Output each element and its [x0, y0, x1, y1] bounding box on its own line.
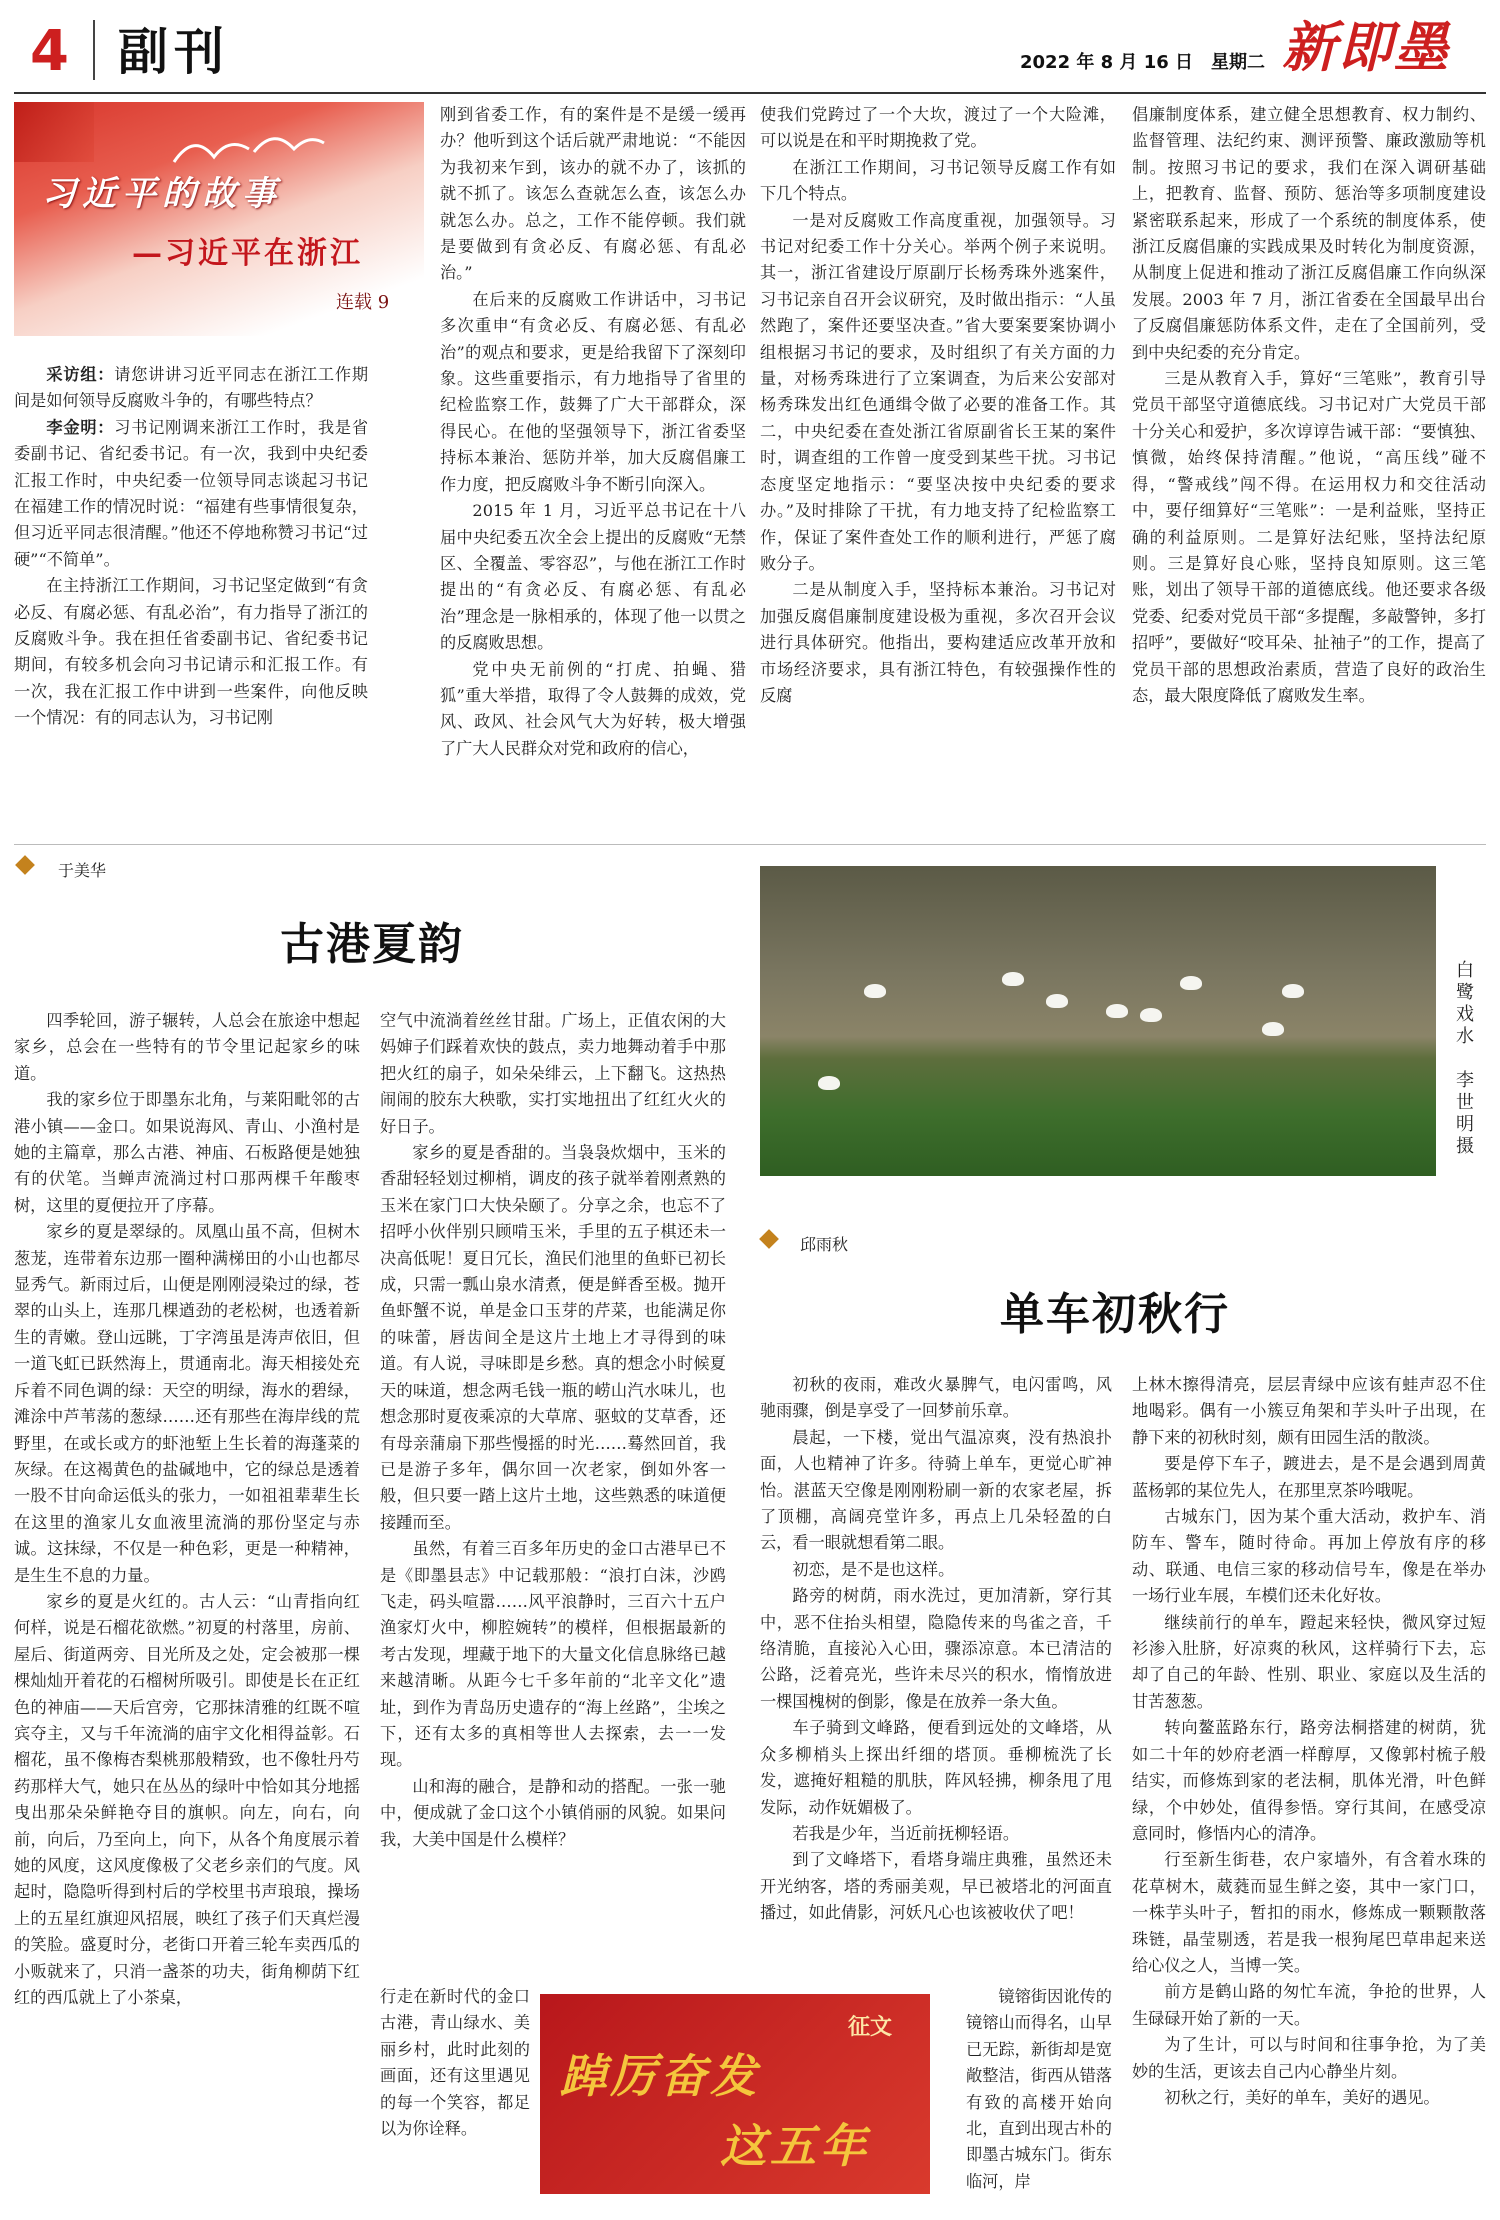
- paragraph: 前方是鹤山路的匆忙车流，争抢的世界，人生碌碌开始了新的一天。: [1132, 1982, 1486, 2028]
- paragraph: 一是对反腐败工作高度重视，加强领导。习书记对纪委工作十分关心。举两个例子来说明。其一，浙江省建设厅原副厅长杨秀珠外逃案件，习书记亲自召开会议研究，及时做出指示：“人虽然跑了，案件还要坚决查。”省大要案要案协调小组根据习书记的要求，及时组织了有关方面的力量，对杨秀珠进行了立案调查，为后来公安部对杨秀珠发出红色通缉令做了必要的准备工作。其二，中央纪委在查处浙江省原副省长王某的案件时，调查组的工作曾一度受到某些干扰。习书记态度坚定地指示：“要坚决按中央纪委的要求办。”及时排除了干扰，有力地支持了纪检监察工作，保证了案件查处工作的顺利进行，严惩了腐败分子。: [760, 210, 1116, 573]
- paragraph: 若我是少年，当近前抚柳轻语。: [792, 1823, 1020, 1843]
- paragraph: 初秋之行，美好的单车，美好的遇见。: [1164, 2087, 1440, 2107]
- paragraph: 四季轮回，游子辗转，人总会在旅途中想起家乡，总会在一些特有的节令里记起家乡的味道。: [14, 1011, 360, 1083]
- paragraph: 为了生计，可以与时间和往事争抢，为了美妙的生活，更该去自己内心静坐片刻。: [1132, 2035, 1486, 2081]
- article1-column-2: [380, 1008, 726, 1984]
- author-marker-icon: [15, 855, 35, 875]
- egret-icon: [1282, 984, 1304, 998]
- egret-icon: [1262, 1022, 1284, 1036]
- egret-icon: [1180, 976, 1202, 990]
- feature-column-3: [760, 102, 1116, 814]
- photo-caption: 白鹭戏水 李世明 摄: [1456, 960, 1492, 1157]
- banner-subtitle: —习近平在浙江: [132, 236, 363, 271]
- article2-author: 邱雨秋: [800, 1235, 849, 1254]
- paragraph: 三是从教育入手，算好“三笔账”，教育引导党员干部坚守道德底线。习书记对广大党员干部十分关心和爱护，多次谆谆告诫干部：“要慎独、慎微，始终保持清醒。”他说，“高压线”碰不得，“警戒线”闯不得。在运用权力和交往活动中，要仔细算好“三笔账”：一是利益账，坚持正确的利益原则。二是算好法纪账，坚持法纪原则。三是算好良心账，坚持良知原则。这三笔账，划出了领导干部的道德底线。他还要求各级党委、纪委对党员干部“多提醒，多敲警钟，多打招呼”，要做好“咬耳朵、扯袖子”的工作，提高了党员干部的思想政治素质，营造了良好的政治生态，最大限度降低了腐败发生率。: [1132, 369, 1486, 705]
- paragraph: 继续前行的单车，蹬起来轻快，微风穿过短衫渗入肚脐，好凉爽的秋风，这样骑行下去，忘却了自己的年龄、性别、职业、家庭以及生活的甘苦葱葱。: [1132, 1612, 1486, 1711]
- article2-column-1b: [966, 1984, 1112, 2204]
- essay-label: 征文: [848, 2014, 893, 2040]
- series-label: 连载 9: [336, 292, 390, 313]
- paragraph: 转向鳌蓝路东行，路旁法桐搭建的树荫，犹如二十年的妙府老酒一样醇厚，又像郭村梳子般结实，而修炼到家的老法桐，肌体光滑，叶色鲜绿，个中妙处，值得参悟。穿行其间，在感受凉意同时，修悟内心的清净。: [1132, 1718, 1486, 1843]
- section-title: 副刊: [118, 23, 230, 81]
- paragraph: 使我们党跨过了一个大坎，渡过了一个大险滩，可以说是在和平时期挽救了党。: [760, 105, 1116, 151]
- paragraph: 晨起，一下楼，觉出气温凉爽，没有热浪扑面，人也精神了许多。待骑上单车，更觉心旷神怡。湛蓝天空像是刚刚粉刷一新的农家老屋，拆了顶棚，高阔亮堂许多，再点上几朵轻盈的白云，看一眼就想看第二眼。: [760, 1427, 1112, 1553]
- feature-column-2: [440, 102, 746, 814]
- paragraph: 车子骑到文峰路，便看到远处的文峰塔，从众多柳梢头上探出纤细的塔顶。垂柳梳洗了长发，遮掩好粗糙的肌肤，阵风轻拂，柳条甩了甩发际，动作妩媚极了。: [760, 1718, 1112, 1817]
- paragraph: 在浙江工作期间，习书记领导反腐工作有如下几个特点。: [760, 157, 1116, 204]
- paragraph: 在后来的反腐败工作讲话中，习书记多次重申“有贪必反、有腐必惩、有乱必治”的观点和要求，更是给我留下了深刻印象。这些重要指示，有力地指导了省里的纪检监察工作，鼓舞了广大干部群众，深得民心。在他的坚强领导下，浙江省委坚持标本兼治、惩防并举，加大反腐倡廉工作力度，把反腐败斗争不断引向深入。: [440, 289, 746, 494]
- article2-title: 单车初秋行: [1000, 1289, 1230, 1340]
- feature-column-4: [1132, 102, 1486, 814]
- paragraph: 山和海的融合，是静和动的搭配。一张一驰中，便成就了金口这个小镇俏丽的风貌。如果问我，大美中国是什么模样？: [380, 1776, 726, 1849]
- paragraph: 刚到省委工作，有的案件是不是缓一缓再办？他听到这个话后就严肃地说：“不能因为我初来乍到，该办的就不办了，该抓的就不抓了。该怎么查就怎么查，该怎么办就怎么办。总之，工作不能停顿。我们就是要做到有贪必反、有腐必惩、有乱必治。”: [440, 105, 746, 283]
- paragraph: 二是从制度入手，坚持标本兼治。习书记对加强反腐倡廉制度建设极为重视，多次召开会议进行具体研究。他指出，要构建适应改革开放和市场经济要求，具有浙江特色，有较强操作性的反腐: [760, 580, 1116, 705]
- egret-icon: [1046, 994, 1068, 1008]
- paragraph: 家乡的夏是香甜的。当袅袅炊烟中，玉米的香甜轻轻划过柳梢，调皮的孩子就举着刚煮熟的玉米在家门口大快朵颐了。分享之余，也忘不了招呼小伙伴别只顾啃玉米，手里的五子棋还未一决高低呢！夏日冗长，渔民们池里的鱼虾已初长成，只需一瓢山泉水清煮，便是鲜香至极。抛开鱼虾蟹不说，单是金口玉芽的芹菜，也能满足你的味蕾，唇齿间全是这片土地上才寻得到的味道。有人说，寻味即是乡愁。真的想念小时候夏天的味道，想念两毛钱一瓶的崂山汽水味儿，也想念那时夏夜乘凉的大草席、驱蚊的艾草香，还有母亲蒲扇下那些慢摇的时光……蓦然回首，我已是游子多年，偶尔回一次老家，倒如外客一般，但只要一踏上这片土地，这些熟悉的味道便接踵而至。: [380, 1143, 726, 1532]
- article1-column-3: [380, 1984, 530, 2204]
- paragraph: 倡廉制度体系，建立健全思想教育、权力制约、监督管理、法纪约束、测评预警、廉政激励等机制。按照习书记的要求，我们在深入调研基础上，把教育、监督、预防、惩治等多项制度建设紧密联系起来，形成了一个系统的制度体系，使浙江反腐倡廉的实践成果及时转化为制度资源，从制度上促进和推动了浙江反腐倡廉工作向纵深发展。2003 年 7 月，浙江省委在全国最早出台了反腐倡廉惩防体系文件，走在了全国前列，受到中央纪委的充分肯定。: [1132, 105, 1486, 362]
- article1-title: 古港夏韵: [280, 919, 464, 970]
- flag-graphic: [14, 102, 94, 162]
- egret-icon: [1106, 1004, 1128, 1018]
- feature-column-1: [14, 362, 368, 812]
- paragraph: 空气中流淌着丝丝甘甜。广场上，正值农闲的大妈婶子们踩着欢快的鼓点，卖力地舞动着手中那把火红的扇子，如朵朵绯云，上下翻飞。这热热闹闹的胶东大秧歌，实打实地扭出了红红火火的好日子。: [380, 1011, 726, 1136]
- banner-title: 习近平的故事: [42, 174, 282, 214]
- feature-banner: [14, 102, 424, 336]
- paragraph: 我的家乡位于即墨东北角，与莱阳毗邻的古港小镇——金口。如果说海风、青山、小渔村是她的主篇章，那么古港、神庙、石板路便是她独有的伏笔。当蝉声流淌过村口那两棵千年酸枣树，这里的夏便拉开了序幕。: [14, 1090, 360, 1215]
- header-divider: [93, 20, 95, 80]
- egret-icon: [1140, 1008, 1162, 1022]
- author-marker-icon: [759, 1229, 779, 1249]
- paragraph: 李金明：习书记刚调来浙江工作时，我是省委副书记、省纪委书记。有一次，我到中央纪委汇报工作时，中央纪委一位领导同志谈起习书记在福建工作的情况时说：“福建有些事情很复杂，但习近平同志很清醒。”他还不停地称赞习书记“过硬”“不简单”。: [14, 417, 368, 569]
- paragraph: 家乡的夏是火红的。古人云：“山青指向红何样，说是石榴花欲燃。”初夏的村落里，房前、屋后、街道两旁、目光所及之处，定会被那一棵棵灿灿开着花的石榴树所吸引。即使是长在正红色的神庙——天后宫旁，它那抹清雅的红既不喧宾夺主，又与千年流淌的庙宇文化相得益彰。石榴花，虽不像梅杏梨桃那般精致，也不像牡丹芍药那样大气，她只在丛丛的绿叶中恰如其分地摇曳出那朵朵鲜艳夺目的旗帜。向左，向右，向前，向后，乃至向上，向下，从各个角度展示着她的风度，这风度像极了父老乡亲们的气度。风起时，隐隐听得到村后的学校里书声琅琅，操场上的五星红旗迎风招展，映红了孩子们天真烂漫的笑脸。盛夏时分，老街口开着三轮车卖西瓜的小贩就来了，只消一盏茶的功夫，街角柳荫下红红的西瓜就上了小茶桌，: [14, 1591, 360, 2008]
- paragraph: 到了文峰塔下，看塔身端庄典雅，虽然还未开光纳客，塔的秀丽美观，早已被塔北的河面直播过，如此倩影，河妖凡心也该被收伏了吧！: [760, 1850, 1112, 1923]
- article1-column-1: [14, 1008, 360, 2204]
- paragraph: 行走在新时代的金口古港，青山绿水、美丽乡村，此时此刻的画面，还有这里遇见的每一个笑容，都足以为你诠释。: [380, 1987, 530, 2139]
- article2-column-2: [1132, 1372, 1486, 2204]
- article2-column-1: [760, 1372, 1112, 1982]
- egret-icon: [864, 984, 886, 998]
- paragraph: 镜镕街因讹传的镜镕山而得名，山早已无踪，新街却是宽敞整洁，街西从错落有致的高楼开始向北，直到出现古朴的即墨古城东门。街东临河，岸: [966, 1987, 1112, 2191]
- essay-slogan-line2: 这五年: [720, 2119, 870, 2173]
- paragraph: 行至新生街巷，农户家墙外，有含着水珠的花草树木，葳蕤而显生鲜之姿，其中一家门口，一株芋头叶子，暂扣的雨水，修炼成一颗颗散落珠链，晶莹剔透，若是我一根狗尾巴草串起来送给心仪之人，当博一笑。: [1132, 1850, 1486, 1975]
- paragraph: 初秋的夜雨，难改火暴脾气，电闪雷鸣，风驰雨骤，倒是享受了一回梦前乐章。: [760, 1375, 1112, 1421]
- paragraph: 要是停下车子，踱进去，是不是会遇到周黄蓝杨郭的某位先人，在那里烹茶吟哦呢。: [1132, 1454, 1486, 1500]
- header-rule: [14, 92, 1486, 94]
- paragraph: 路旁的树荫，雨水洗过，更加清新，穿行其中，恶不住抬头相望，隐隐传来的鸟雀之音，千络清脆，直接沁入心田，骤添凉意。本已清洁的公路，泛着亮光，些许未尽兴的积水，惰惰放进一棵国槐树的倒影，像是在放养一条大鱼。: [760, 1586, 1112, 1711]
- paragraph: 上林木擦得清亮，层层青绿中应该有蛙声忍不住地喝彩。偶有一小簇豆角架和芋头叶子出现，在静下来的初秋时刻，颇有田园生活的散淡。: [1132, 1375, 1486, 1447]
- paragraph: 初恋，是不是也这样。: [792, 1559, 955, 1579]
- section-divider: [14, 844, 1486, 845]
- paper-logo: 新即墨: [1282, 15, 1450, 79]
- paragraph: 党中央无前例的“打虎、拍蝇、猎狐”重大举措，取得了令人鼓舞的成效，党风、政风、社会风气大为好转，极大增强了广大人民群众对党和政府的信心，: [440, 659, 746, 758]
- essay-slogan-line1: 踔厉奋发: [560, 2049, 760, 2103]
- paragraph: 家乡的夏是翠绿的。凤凰山虽不高，但树木葱茏，连带着东边那一圈种满梯田的小山也都尽显秀气。新雨过后，山便是刚刚浸染过的绿，苍翠的山头上，连那几棵遒劲的老松树，也透着新生的青嫩。登山远眺，丁字湾虽是涛声依旧，但一道飞虹已跃然海上，贯通南北。海天相接处充斥着不同色调的绿：天空的明绿，海水的碧绿，滩涂中芦苇荡的葱绿……还有那些在海岸线的荒野里，在或长或方的虾池堑上生长着的海蓬菜的灰绿。在这褐黄色的盐碱地中，它的绿总是透着一股不甘向命运低头的张力，一如祖祖辈辈生长在这里的渔家儿女血液里流淌的那份坚定与赤诚。这抹绿，不仅是一种色彩，更是一种精神，是生生不息的力量。: [14, 1222, 360, 1585]
- egret-photo: [760, 866, 1436, 1176]
- paragraph: 2015 年 1 月，习近平总书记在十八届中央纪委五次全会上提出的反腐败“无禁区、全覆盖、零容忍”，与他在浙江工作时提出的“有贪必反、有腐必惩、有乱必治”理念是一脉相承的，体现了他一以贯之的反腐败思想。: [440, 501, 746, 653]
- paragraph: 古城东门，因为某个重大活动，救护车、消防车、警车，随时待命。再加上停放有序的移动、联通、电信三家的移动信号车，像是在举办一场行业车展，车模们还未化好妆。: [1132, 1507, 1486, 1606]
- issue-date: 2022 年 8 月 16 日 星期二: [1020, 52, 1266, 73]
- paragraph: 虽然，有着三百多年历史的金口古港早已不是《即墨县志》中记载那般：“浪打白沫，沙鸥飞走，码头喧嚣……风平浪静时，三百六十五户渔家灯火中，柳腔婉转”的模样，但根据最新的考古发现，埋藏于地下的大量文化信息脉络已越来越清晰。从距今七千多年前的“北辛文化”遗址，到作为青岛历史遗存的“海上丝路”，尘埃之下，还有太多的真相等世人去探索，去一一发现。: [380, 1539, 726, 1770]
- paragraph: 在主持浙江工作期间，习书记坚定做到“有贪必反、有腐必惩、有乱必治”，有力指导了浙江的反腐败斗争。我在担任省委副书记、省纪委书记期间，有较多机会向习书记请示和汇报工作。有一次，我在汇报工作中讲到一些案件，向他反映一个情况：有的同志认为，习书记刚: [14, 576, 368, 728]
- paragraph: 采访组：请您讲讲习近平同志在浙江工作期间是如何领导反腐败斗争的，有哪些特点？: [14, 365, 368, 411]
- egret-icon: [1002, 972, 1024, 986]
- page-number: 4: [30, 19, 69, 84]
- article1-author: 于美华: [58, 861, 107, 880]
- egret-icon: [818, 1076, 840, 1090]
